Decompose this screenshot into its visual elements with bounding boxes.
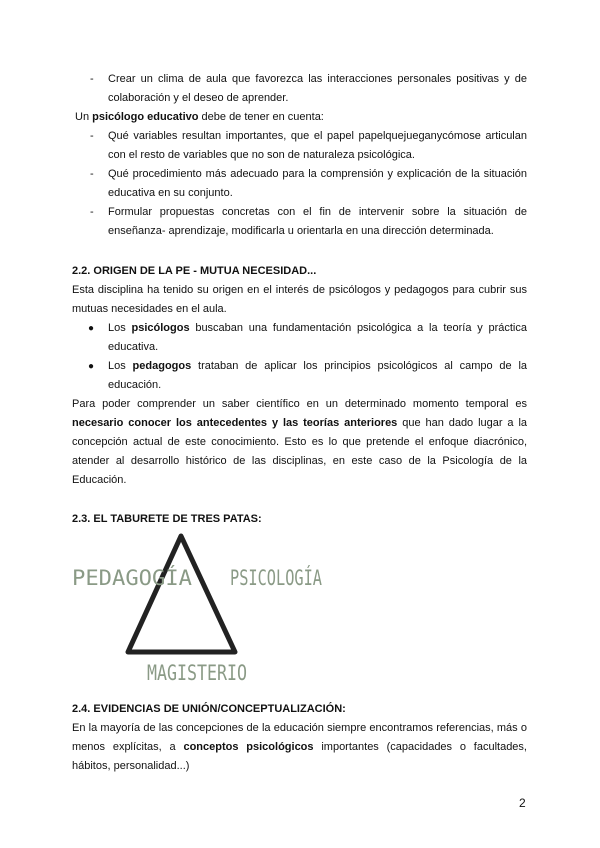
list-item (72, 357, 527, 395)
body-bold: conceptos psicológicos (183, 741, 314, 753)
bullet-prefix: Los (108, 322, 132, 334)
body-part1: En la mayoría de las concepciones de la educación siempre encontramos referencias, más o menos explícitas, a (72, 722, 527, 753)
psicologo-section (72, 108, 527, 241)
bullet-marker: ● (88, 361, 95, 372)
section-closing (72, 395, 527, 490)
list-item-text: Qué procedimiento más adecuado para la comprensión y explicación de la situación educativa en su conjunto. (108, 168, 527, 199)
lead-prefix: Un (75, 111, 93, 123)
bullet-prefix: Los (108, 360, 133, 372)
closing-bold: necesario conocer los antecedentes y las teorías anteriores (72, 417, 398, 429)
section-2-4 (72, 700, 527, 776)
list-item (72, 127, 527, 165)
psicologo-lead (72, 108, 527, 127)
section-body (72, 719, 527, 776)
three-legged-stool-diagram (70, 530, 357, 688)
section-2-3 (72, 510, 527, 529)
diagram-svg (70, 530, 357, 688)
bullet-bold: pedagogos (132, 360, 192, 372)
lead-bold: psicólogo educativo (92, 111, 199, 123)
section-2-2 (72, 262, 527, 490)
list-item (72, 165, 527, 203)
intro-list (72, 70, 527, 108)
section-heading: 2.2. ORIGEN DE LA PE - MUTUA NECESIDAD... (72, 265, 317, 277)
list-item-text: Crear un clima de aula que favorezca las interacciones personales positivas y de colaboración y el deseo de aprender. (108, 73, 527, 104)
lead-suffix: debe de tener en cuenta: (198, 111, 324, 123)
dash-marker: - (90, 73, 94, 85)
psicologia-label: PSICOLOGÍA (230, 566, 357, 590)
dash-marker: - (90, 168, 94, 180)
list-item (72, 203, 527, 241)
closing-part2: que han dado lugar a la concepción actual de este conocimiento. Esto es lo que pretende el enfoque diacrónico, atender al desarrollo histórico de las disciplinas, en este caso de la Psicología de la Educación. (72, 417, 528, 486)
list-item (72, 70, 527, 108)
pedagogia-label: PEDAGOGÍA (72, 566, 186, 590)
bullet-suffix: trataban de aplicar los principios psicológicos al campo de la educación. (108, 360, 528, 391)
dash-marker: - (90, 130, 94, 142)
bullet-suffix: buscaban una fundamentación psicológica a la teoría y práctica educativa. (108, 322, 527, 353)
section-intro: Esta disciplina ha tenido su origen en el interés de psicólogos y pedagogos para cubrir sus mutuas necesidades en el aula. (72, 284, 527, 315)
section-heading: 2.3. EL TABURETE DE TRES PATAS: (72, 513, 262, 525)
bullet-marker: ● (88, 323, 95, 334)
section-heading: 2.4. EVIDENCIAS DE UNIÓN/CONCEPTUALIZACIÓN: (72, 703, 346, 715)
list-item-text: Qué variables resultan importantes, que el papel papelquejueganycómose articulan con el resto de variables que no son de naturaleza psicológica. (108, 130, 527, 161)
bullet-bold: psicólogos (131, 322, 190, 334)
triangle-shape (128, 536, 235, 652)
dash-marker: - (90, 206, 94, 218)
list-item-text: Formular propuestas concretas con el fin de intervenir sobre la situación de enseñanza- aprendizaje, modificarla u orientarla en una dirección determinada. (108, 206, 527, 237)
closing-part1: Para poder comprender un saber científico en un determinado momento temporal es (72, 398, 527, 410)
page-number: 2 (519, 796, 526, 810)
body-part2: importantes (capacidades o facultades, hábitos, personalidad...) (72, 741, 527, 772)
magisterio-label: MAGISTERIO (147, 661, 247, 685)
list-item (72, 319, 527, 357)
